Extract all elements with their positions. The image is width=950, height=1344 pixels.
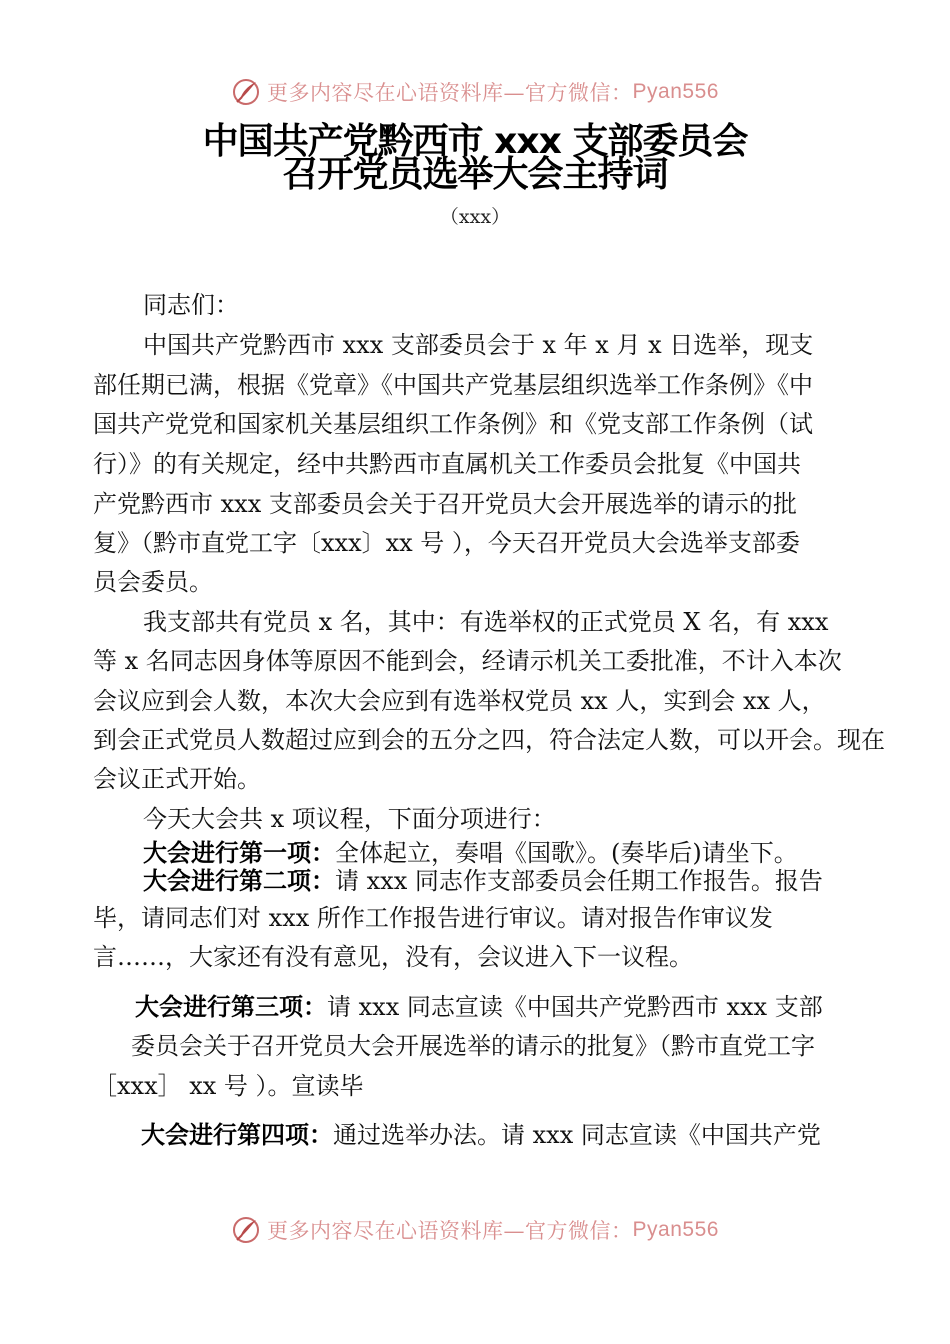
agenda-item-2-label: 大会进行第二项： [143, 867, 335, 895]
paragraph-2-line: 等 x 名同志因身体等原因不能到会，经请示机关工委批准，不计入本次 [93, 647, 842, 675]
agenda-item-3-label: 大会进行第三项： [135, 993, 327, 1021]
watermark-footer [0, 1210, 950, 1250]
paragraph-2-line: 会议应到会人数，本次大会应到有选举权党员 xx 人，实到会 xx 人， [93, 687, 826, 715]
document-title-line-1: 中国共产党黔西市 xxx 支部委员会 [202, 121, 748, 162]
paragraph-2-line: 到会正式党员人数超过应到会的五分之四，符合法定人数，可以开会。现在 [93, 726, 885, 754]
agenda-item-4-label: 大会进行第四项： [141, 1121, 333, 1149]
paragraph-2-line: 会议正式开始。 [93, 765, 261, 793]
agenda-item-4-text: 通过选举办法。请 xxx 同志宣读《中国共产党 [333, 1121, 821, 1149]
agenda-item-3 [135, 992, 823, 1022]
agenda-item-2-text: 请 xxx 同志作支部委员会任期工作报告。报告 [335, 867, 823, 895]
agenda-item-3-line: 委员会关于召开党员大会开展选举的请示的批复》（黔市直党工字 [131, 1032, 815, 1060]
greeting: 同志们： [143, 291, 239, 319]
paragraph-1-line: 复》（黔市直党工字〔xxx〕xx 号 ），今天召开党员大会选举支部委 [93, 529, 800, 557]
paragraph-1-line: 部任期已满，根据《党章》《中国共产党基层组织选举工作条例》《中 [93, 371, 813, 399]
agenda-item-4 [141, 1120, 821, 1150]
paragraph-1-line: 中国共产党黔西市 xxx 支部委员会于 x 年 x 月 x 日选举，现支 [143, 331, 814, 359]
agenda-item-1-label: 大会进行第一项： [143, 839, 335, 867]
watermark-text: 更多内容尽在心语资料库—官方微信： [267, 1219, 633, 1243]
watermark-text: 更多内容尽在心语资料库—官方微信： [267, 81, 633, 105]
agenda-item-1 [143, 838, 798, 868]
watermark-header [0, 72, 950, 112]
agenda-item-2-line: 毕，请同志们对 xxx 所作工作报告进行审议。请对报告作审议发 [93, 904, 773, 932]
paragraph-1-line: 产党黔西市 xxx 支部委员会关于召开党员大会开展选举的请示的批 [93, 490, 797, 518]
paragraph-1-line: 国共产党党和国家机关基层组织工作条例》和《党支部工作条例（试 [93, 410, 813, 438]
quill-seal-icon [231, 1215, 261, 1245]
agenda-intro: 今天大会共 x 项议程，下面分项进行： [143, 805, 556, 833]
paragraph-1-line: 行）》的有关规定，经中共黔西市直属机关工作委员会批复《中国共 [93, 450, 801, 478]
watermark-account: Pyan556 [632, 80, 719, 103]
agenda-item-1-text: 全体起立，奏唱《国歌》。(奏毕后)请坐下。 [335, 839, 798, 867]
paragraph-2-line: 我支部共有党员 x 名，其中：有选举权的正式党员 X 名，有 xxx [143, 608, 829, 636]
document-author: （xxx） [439, 206, 511, 228]
paragraph-1-line: 员会委员。 [93, 568, 213, 596]
document-title-line-2: 召开党员选举大会主持词 [282, 154, 668, 195]
agenda-item-3-text: 请 xxx 同志宣读《中国共产党黔西市 xxx 支部 [327, 993, 823, 1021]
quill-seal-icon [231, 77, 261, 107]
agenda-item-2-line: 言……，大家还有没有意见，没有，会议进入下一议程。 [93, 943, 693, 971]
agenda-item-2 [143, 866, 823, 896]
agenda-item-3-line: ［xxx］ xx 号 ）。宣读毕 [93, 1072, 364, 1100]
watermark-account: Pyan556 [632, 1218, 719, 1241]
